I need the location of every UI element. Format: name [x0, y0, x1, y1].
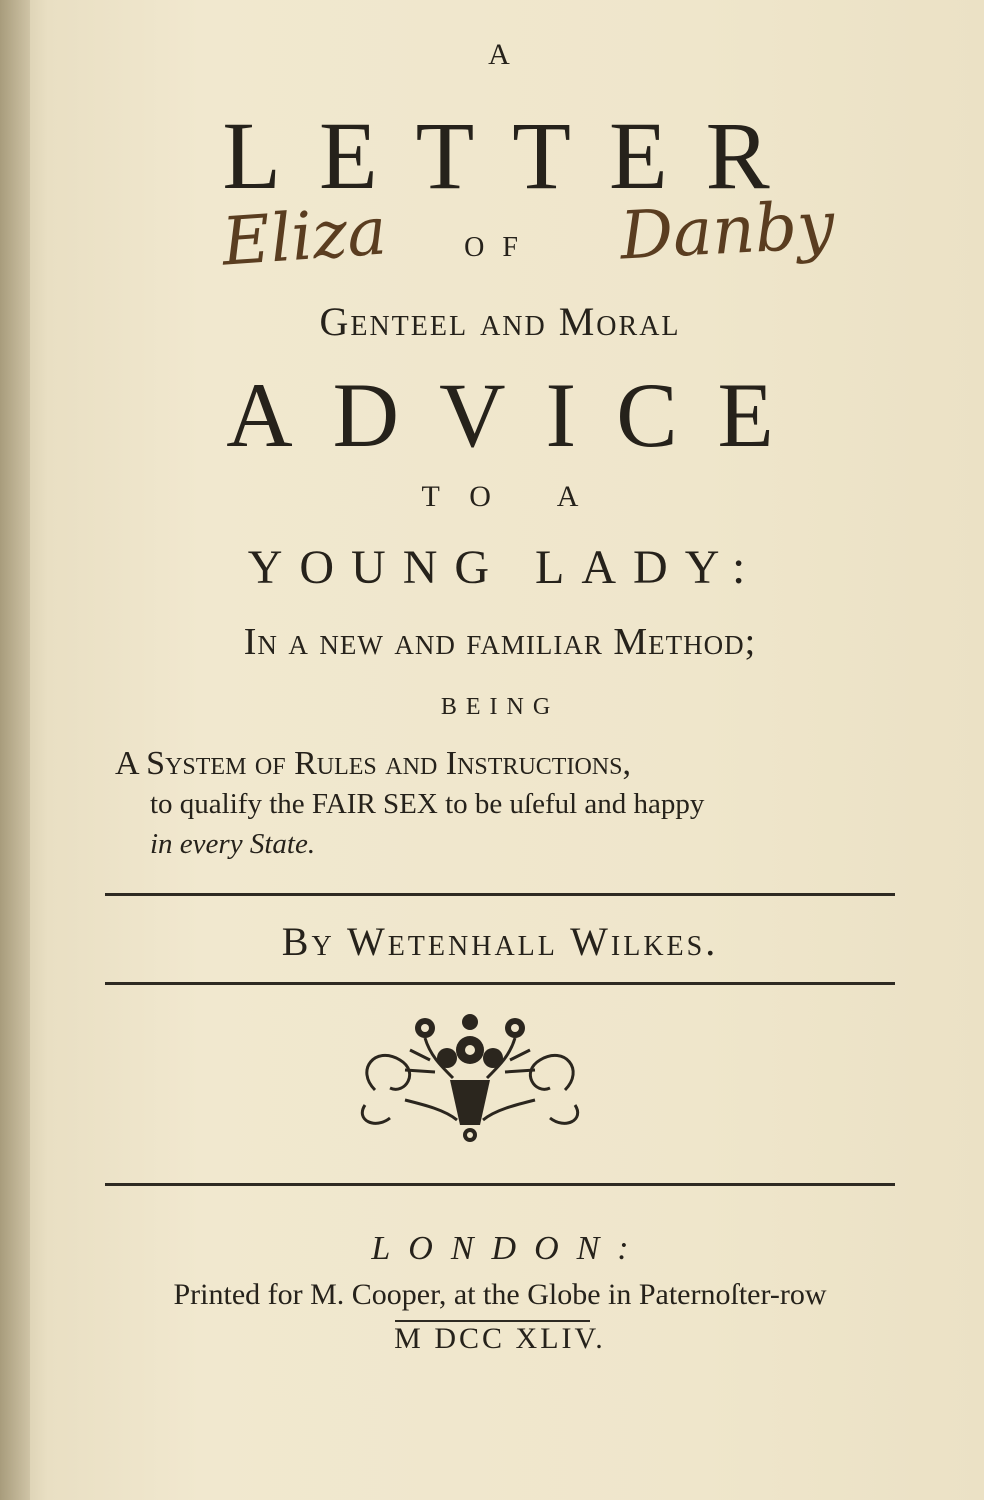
- title-genteel-moral: Genteel and Moral: [319, 299, 681, 344]
- divider-rule: [105, 1183, 895, 1186]
- title-young-lady: YOUNG LADY:: [247, 541, 763, 594]
- imprint-date: M DCC XLIV.: [394, 1322, 606, 1355]
- title-letter: LETTER: [222, 102, 808, 209]
- subtitle-system: A Syſtem of Rules and Instructions,: [115, 745, 631, 782]
- title-article: A: [488, 38, 512, 71]
- subtitle-state: in every State.: [150, 828, 316, 860]
- imprint-printer: Printed for M. Cooper, at the Globe in Paternoſter-row: [173, 1278, 827, 1311]
- title-advice: ADVICE: [226, 364, 814, 466]
- binding-gutter: [0, 0, 30, 1500]
- title-to-a: TO A: [421, 480, 609, 513]
- subtitle-qualify: to qualify the FAIR SEX to be uſeful and happy: [150, 788, 705, 820]
- subtitle-method: In a new and familiar Method;: [243, 621, 757, 663]
- subtitle-being: BEING: [440, 694, 560, 720]
- signature-last-name: Danby: [618, 186, 837, 275]
- author-line: By Wetenhall Wilkes.: [281, 919, 719, 964]
- imprint-place: LONDON:: [371, 1230, 647, 1267]
- divider-rule: [105, 893, 895, 896]
- title-of: OF: [464, 232, 536, 263]
- divider-rule: [105, 982, 895, 985]
- flower-basket-ornament-icon: [345, 1010, 595, 1145]
- signature-first-name: Eliza: [219, 192, 390, 281]
